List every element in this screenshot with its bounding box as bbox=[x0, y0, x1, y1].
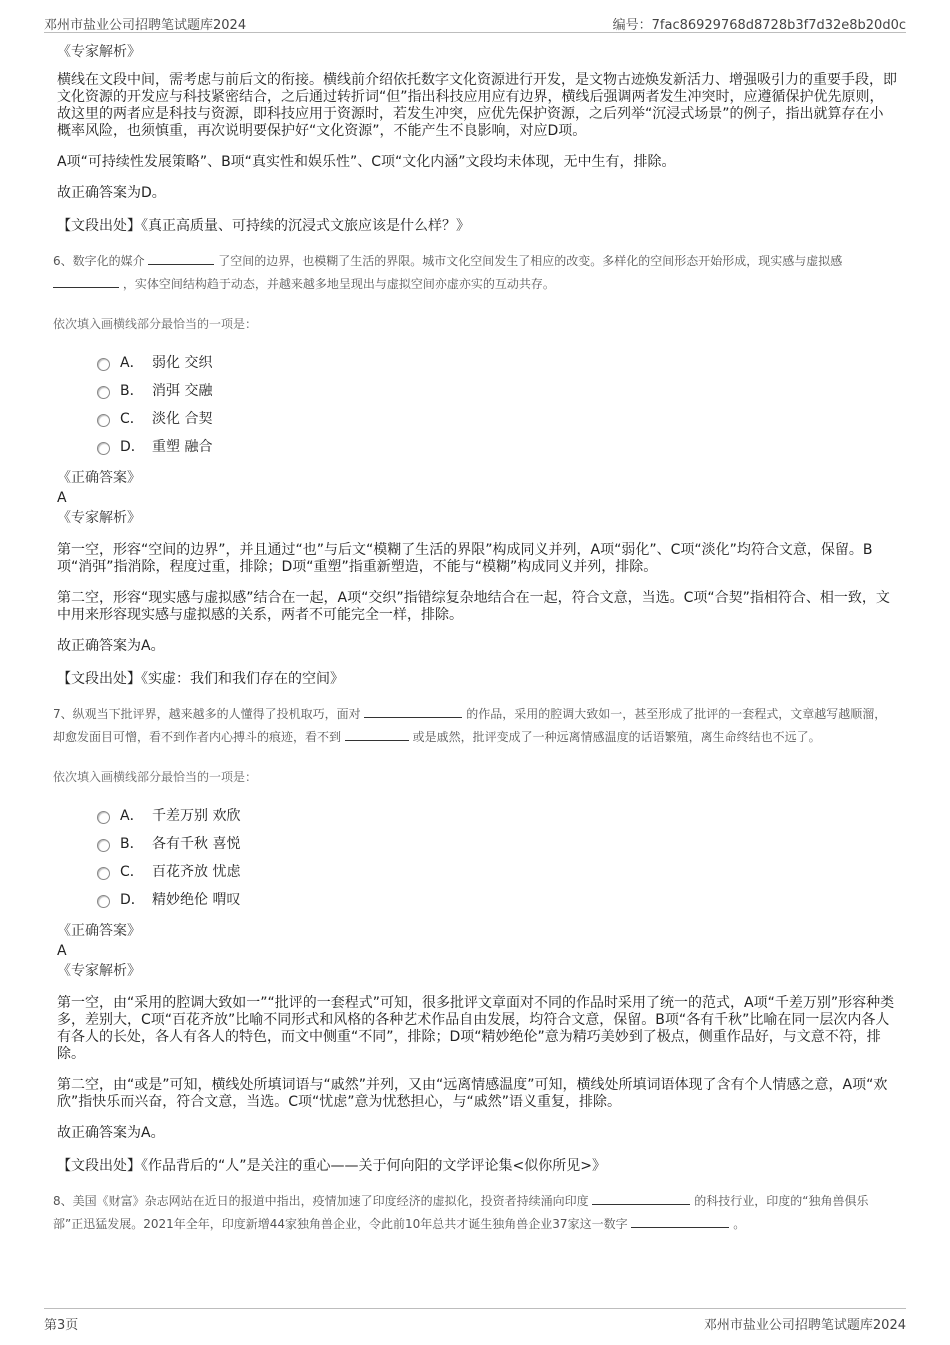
question-6-options bbox=[97, 348, 897, 460]
question-7-stem: 7、纵观当下批评界，越来越多的人懂得了投机取巧，面对 的作品，采用的腔调大致如一，甚至形成了批评的一套程式，文章越写越顺溜，却愈发面目可憎，看不到作者内心搏斗的痕迹，看不到 或是戚然，批评变成了一种远离情感温度的话语繁殖，离生命终结也不远了。 bbox=[53, 707, 887, 744]
radio-icon[interactable] bbox=[97, 839, 110, 852]
answer-blank bbox=[364, 705, 462, 718]
option-a[interactable]: A． 弱化 交织 bbox=[97, 348, 897, 376]
answer-blank bbox=[631, 1215, 729, 1228]
question-6-stem: 6、数字化的媒介 了空间的边界，也模糊了生活的界限。城市文化空间发生了相应的改变。多样化的空间形态开始形成，现实感与虚拟感 ，实体空间结构趋于动态，并越来越多地呈现出与虚拟空间亦虚亦实的互动共存。 bbox=[53, 254, 843, 291]
analysis-paragraph: 第一空，由“采用的腔调大致如一”“批评的一套程式”可知，很多批评文章面对不同的作品时采用了统一的范式，A项“千差万别”形容种类多，差别大，C项“百花齐放”比喻不同形式和风格的各种艺术作品自由发展，均符合文意，保留。B项“各有千秋”比喻在同一层次内各人有各人的长处，各人有各人的特色，而文中侧重“不同”，排除；D项“精妙绝伦”意为精巧美妙到了极点，侧重作品好，与文意不符，排除。 bbox=[57, 995, 895, 1062]
correct-answer-label: 《正确答案》 bbox=[57, 923, 141, 939]
option-b[interactable]: B． 各有千秋 喜悦 bbox=[97, 829, 897, 857]
option-b[interactable]: B． 消弭 交融 bbox=[97, 376, 897, 404]
analysis-paragraph: 横线在文段中间，需考虑与前后文的衔接。横线前介绍依托数字文化资源进行开发，是文物古迹焕发新活力、增强吸引力的重要手段，即文化资源的开发应与科技紧密结合，之后通过转折词“但”指出科技应用应有边界，横线后强调两者发生冲突时，应遵循保护优先原则，故这里的两者应是科技与资源，即科技应用于资源时，若发生冲突，应优先保护资源，之后列举“沉浸式场景”的例子，指出就算存在小概率风险，也须慎重，再次说明要保护好“文化资源”，不能产生不良影响，对应D项。 bbox=[57, 72, 897, 139]
analysis-paragraph: 第一空，形容“空间的边界”，并且通过“也”与后文“模糊了生活的界限”构成同义并列，A项“弱化”、C项“淡化”均符合文意，保留。B项“消弭”指消除，程度过重，排除；D项“重塑”指重新塑造，不能与“模糊”构成同义并列，排除。 bbox=[57, 542, 873, 575]
analysis-conclusion: 故正确答案为D。 bbox=[57, 185, 166, 201]
question-7-options bbox=[97, 801, 897, 913]
question-instruction: 依次填入画横线部分最恰当的一项是： bbox=[53, 317, 258, 331]
footer-title: 邓州市盐业公司招聘笔试题库2024 bbox=[703, 1318, 906, 1333]
question-instruction: 依次填入画横线部分最恰当的一项是： bbox=[53, 770, 258, 784]
header-doc-id: 编号：7fac86929768d8728b3f7d32e8b20d0c bbox=[612, 18, 906, 33]
option-c[interactable]: C． 淡化 合契 bbox=[97, 404, 897, 432]
radio-icon[interactable] bbox=[97, 442, 110, 455]
expert-analysis-label: 《专家解析》 bbox=[57, 44, 141, 60]
analysis-conclusion: 故正确答案为A。 bbox=[57, 638, 165, 654]
answer-blank bbox=[592, 1192, 690, 1205]
option-c[interactable]: C． 百花齐放 忧虑 bbox=[97, 857, 897, 885]
source-citation: 【文段出处】《作品背后的“人”是关注的重心——关于何向阳的文学评论集<似你所见>》 bbox=[57, 1158, 606, 1174]
option-d[interactable]: D． 精妙绝伦 喟叹 bbox=[97, 885, 897, 913]
analysis-conclusion: 故正确答案为A。 bbox=[57, 1125, 165, 1141]
radio-icon[interactable] bbox=[97, 386, 110, 399]
expert-analysis-label: 《专家解析》 bbox=[57, 510, 141, 526]
expert-analysis-label: 《专家解析》 bbox=[57, 963, 141, 979]
question-8-stem: 8、美国《财富》杂志网站在近日的报道中指出，疫情加速了印度经济的虚拟化，投资者持续涌向印度 的科技行业，印度的“独角兽俱乐部”正迅猛发展。2021年全年，印度新增44家独角兽企业，令此前10年总共才诞生独角兽企业37家这一数字 。 bbox=[53, 1194, 869, 1231]
analysis-paragraph: 第二空，由“或是”可知，横线处所填词语与“戚然”并列，又由“远离情感温度”可知，横线处所填词语体现了含有个人情感之意，A项“欢欣”指快乐而兴奋，符合文意，当选。C项“忧虑”意为忧愁担心，与“戚然”语义重复，排除。 bbox=[57, 1077, 888, 1110]
analysis-paragraph: 第二空，形容“现实感与虚拟感”结合在一起，A项“交织”指错综复杂地结合在一起，符合文意，当选。C项“合契”指相符合、相一致，文中用来形容现实感与虚拟感的关系，两者不可能完全一样，排除。 bbox=[57, 590, 890, 623]
answer-blank bbox=[148, 252, 214, 265]
option-d[interactable]: D． 重塑 融合 bbox=[97, 432, 897, 460]
source-citation: 【文段出处】《真正高质量、可持续的沉浸式文旅应该是什么样？》 bbox=[57, 218, 470, 234]
correct-answer: A bbox=[57, 943, 67, 959]
page-content bbox=[53, 42, 897, 1236]
page-footer bbox=[44, 1308, 906, 1335]
correct-answer: A bbox=[57, 490, 67, 506]
page-header bbox=[44, 12, 906, 33]
correct-answer-label: 《正确答案》 bbox=[57, 470, 141, 486]
radio-icon[interactable] bbox=[97, 867, 110, 880]
header-title: 邓州市盐业公司招聘笔试题库2024 bbox=[44, 18, 247, 33]
analysis-paragraph: A项“可持续性发展策略”、B项“真实性和娱乐性”、C项“文化内涵”文段均未体现，无中生有，排除。 bbox=[57, 154, 676, 170]
answer-blank bbox=[345, 728, 409, 741]
radio-icon[interactable] bbox=[97, 358, 110, 371]
answer-blank bbox=[53, 275, 119, 288]
source-citation: 【文段出处】《实虚：我们和我们存在的空间》 bbox=[57, 671, 344, 687]
radio-icon[interactable] bbox=[97, 811, 110, 824]
radio-icon[interactable] bbox=[97, 414, 110, 427]
option-a[interactable]: A． 千差万别 欢欣 bbox=[97, 801, 897, 829]
page-number: 第3页 bbox=[44, 1318, 79, 1333]
radio-icon[interactable] bbox=[97, 895, 110, 908]
